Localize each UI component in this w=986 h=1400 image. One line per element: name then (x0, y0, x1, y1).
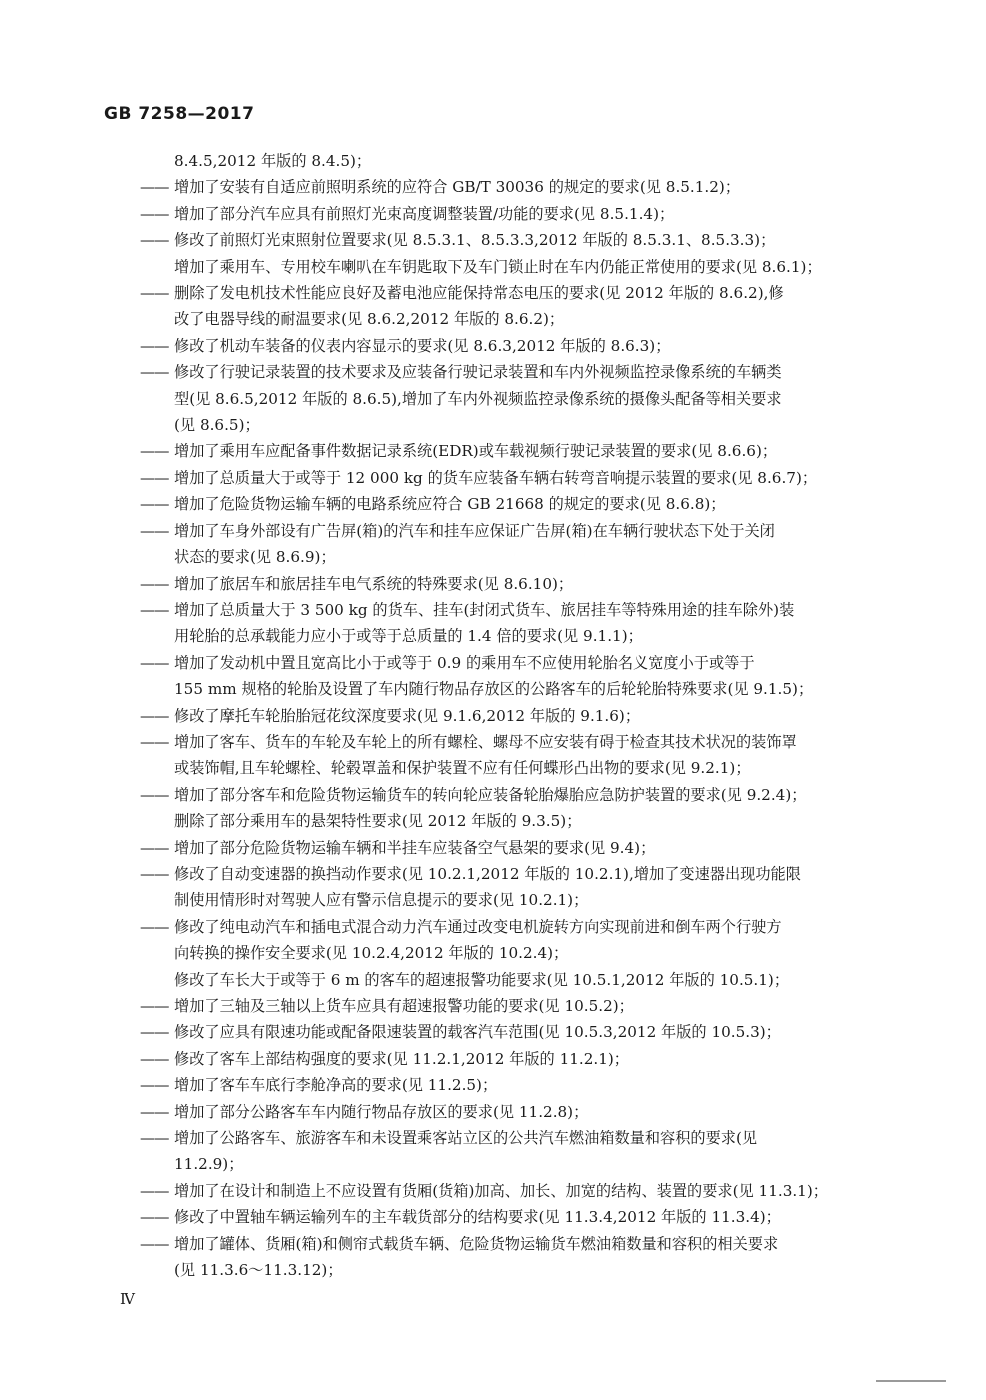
amendment-text: 删除了部分乘用车的悬架特性要求(见 2012 年版的 9.3.5)； (174, 812, 582, 831)
amendment-item (140, 518, 870, 571)
amendment-text: —— 增加了罐体、货厢(箱)和侧帘式载货车辆、危险货物运输货车燃油箱数量和容积的相关要求 (174, 1234, 779, 1253)
amendment-text: —— 增加了部分危险货物运输车辆和半挂车应装备空气悬架的要求(见 9.4)； (174, 838, 656, 857)
amendment-text: —— 修改了中置轴车辆运输列车的主车载货部分的结构要求(见 11.3.4,2012 年版的 11.3.4)； (174, 1208, 781, 1227)
amendment-text: —— 增加了危险货物运输车辆的电路系统应符合 GB 21668 的规定的要求(见 8.6.8)； (174, 495, 726, 514)
scan-edge-mark (876, 1380, 946, 1388)
amendment-item (140, 465, 870, 491)
amendment-text-continued: 状态的要求(见 8.6.9)； (174, 548, 336, 567)
amendment-item (140, 729, 870, 782)
amendment-item (140, 914, 870, 967)
amendment-text: —— 增加了公路客车、旅游客车和未设置乘客站立区的公共汽车燃油箱数量和容积的要求(见 (174, 1129, 758, 1148)
page-number: Ⅳ (120, 1290, 135, 1308)
amendment-text: —— 删除了发电机技术性能应良好及蓄电池应能保持常态电压的要求(见 2012 年版的 8.6.2),修 (174, 284, 784, 303)
amendment-text: —— 修改了自动变速器的换挡动作要求(见 10.2.1,2012 年版的 10.2.1),增加了变速器出现功能限 (174, 864, 801, 883)
amendment-text: —— 增加了客车车底行李舱净高的要求(见 11.2.5)； (174, 1076, 498, 1095)
amendment-text: —— 修改了行驶记录装置的技术要求及应装备行驶记录装置和车内外视频监控录像系统的车辆类 (174, 363, 782, 382)
amendment-text-continued: 用轮胎的总承载能力应小于或等于总质量的 1.4 倍的要求(见 9.1.1)； (174, 627, 643, 646)
amendment-text: —— 增加了部分客车和危险货物运输货车的转向轮应装备轮胎爆胎应急防护装置的要求(见 9.2.4)； (174, 785, 807, 804)
amendment-item (140, 835, 870, 861)
amendment-text: 修改了车长大于或等于 6 m 的客车的超速报警功能要求(见 10.5.1,2012 年版的 10.5.1)； (174, 970, 790, 989)
amendment-text-continued: 11.2.9)； (174, 1155, 244, 1174)
amendment-text: —— 修改了摩托车轮胎胎冠花纹深度要求(见 9.1.6,2012 年版的 9.1.6)； (174, 706, 641, 725)
amendment-list (140, 148, 870, 1283)
amendment-text: —— 增加了总质量大于 3 500 kg 的货车、挂车(封闭式货车、旅居挂车等特殊用途的挂车除外)装 (174, 600, 795, 619)
amendment-text: —— 增加了部分汽车应具有前照灯光束高度调整装置/功能的要求(见 8.5.1.4)； (174, 204, 675, 223)
amendment-item (140, 993, 870, 1019)
amendment-item (140, 254, 870, 280)
amendment-item (140, 333, 870, 359)
amendment-item (140, 491, 870, 517)
amendment-item (140, 1072, 870, 1098)
amendment-text: —— 修改了前照灯光束照射位置要求(见 8.5.3.1、8.5.3.3,2012 年版的 8.5.3.1、8.5.3.3)； (174, 231, 776, 250)
amendment-text-continued: 或装饰帽,且车轮螺栓、轮毂罩盖和保护装置不应有任何蝶形凸出物的要求(见 9.2.1)； (174, 759, 751, 778)
amendment-item (140, 280, 870, 333)
amendment-text: —— 增加了车身外部设有广告屏(箱)的汽车和挂车应保证广告屏(箱)在车辆行驶状态下处于关闭 (174, 521, 775, 540)
amendment-text: —— 增加了总质量大于或等于 12 000 kg 的货车应装备车辆右转弯音响提示装置的要求(见 8.6.7)； (174, 468, 818, 487)
amendment-item (140, 201, 870, 227)
amendment-item (140, 1046, 870, 1072)
amendment-item (140, 967, 870, 993)
amendment-item (140, 148, 870, 174)
amendment-item (140, 1178, 870, 1204)
amendment-item (140, 227, 870, 253)
amendment-text-continued: 155 mm 规格的轮胎及设置了车内随行物品存放区的公路客车的后轮轮胎特殊要求(见 9.1.5)； (174, 680, 814, 699)
amendment-text-continued: 改了电器导线的耐温要求(见 8.6.2,2012 年版的 8.6.2)； (174, 310, 565, 329)
amendment-item (140, 1204, 870, 1230)
amendment-text: —— 修改了机动车装备的仪表内容显示的要求(见 8.6.3,2012 年版的 8.6.3)； (174, 336, 671, 355)
amendment-item (140, 782, 870, 808)
amendment-item (140, 597, 870, 650)
amendment-item (140, 1125, 870, 1178)
amendment-text: —— 修改了纯电动汽车和插电式混合动力汽车通过改变电机旋转方向实现前进和倒车两个行驶方 (174, 917, 782, 936)
amendment-text: —— 修改了应具有限速功能或配备限速装置的载客汽车范围(见 10.5.3,2012 年版的 10.5.3)； (174, 1023, 781, 1042)
amendment-item (140, 174, 870, 200)
amendment-text: 8.4.5,2012 年版的 8.4.5)； (174, 152, 372, 170)
amendment-item (140, 808, 870, 834)
amendment-text-continued: 向转换的操作安全要求(见 10.2.4,2012 年版的 10.2.4)； (174, 944, 569, 963)
amendment-text: —— 增加了旅居车和旅居挂车电气系统的特殊要求(见 8.6.10)； (174, 574, 574, 593)
amendment-text: —— 增加了发动机中置且宽高比小于或等于 0.9 的乘用车不应使用轮胎名义宽度小于或等于 (174, 653, 755, 672)
amendment-item (140, 1099, 870, 1125)
amendment-text-continued: 型(见 8.6.5,2012 年版的 8.6.5),增加了车内外视频监控录像系统的摄像头配备等相关要求 (174, 389, 782, 408)
amendment-text: —— 增加了客车、货车的车轮及车轮上的所有螺栓、螺母不应安装有碍于检查其技术状况的装饰罩 (174, 732, 797, 751)
amendment-text: 增加了乘用车、专用校车喇叭在车钥匙取下及车门锁止时在车内仍能正常使用的要求(见 8.6.1)； (174, 257, 822, 276)
amendment-item (140, 703, 870, 729)
amendment-text: —— 增加了在设计和制造上不应设置有货厢(货箱)加高、加长、加宽的结构、装置的要求(见 11.3.1)； (174, 1181, 828, 1200)
amendment-item (140, 359, 870, 438)
amendment-item (140, 1231, 870, 1284)
amendment-item (140, 571, 870, 597)
amendment-text: —— 增加了部分公路客车车内随行物品存放区的要求(见 11.2.8)； (174, 1102, 589, 1121)
amendment-text: —— 增加了安装有自适应前照明系统的应符合 GB/T 30036 的规定的要求(见 8.5.1.2)； (174, 178, 741, 197)
amendment-text-continued: (见 11.3.6～11.3.12)； (174, 1261, 343, 1280)
amendment-item (140, 1019, 870, 1045)
amendment-text-continued: (见 8.6.5)； (174, 416, 260, 435)
amendment-text: —— 增加了乘用车应配备事件数据记录系统(EDR)或车载视频行驶记录装置的要求(见 8.6.6)； (174, 442, 778, 461)
amendment-text: —— 增加了三轴及三轴以上货车应具有超速报警功能的要求(见 10.5.2)； (174, 997, 634, 1015)
standard-id-header: GB 7258—2017 (104, 104, 255, 124)
amendment-text: —— 修改了客车上部结构强度的要求(见 11.2.1,2012 年版的 11.2.1)； (174, 1049, 629, 1068)
amendment-item (140, 650, 870, 703)
amendment-item (140, 438, 870, 464)
amendment-item (140, 861, 870, 914)
amendment-text-continued: 制使用情形时对驾驶人应有警示信息提示的要求(见 10.2.1)； (174, 891, 589, 910)
